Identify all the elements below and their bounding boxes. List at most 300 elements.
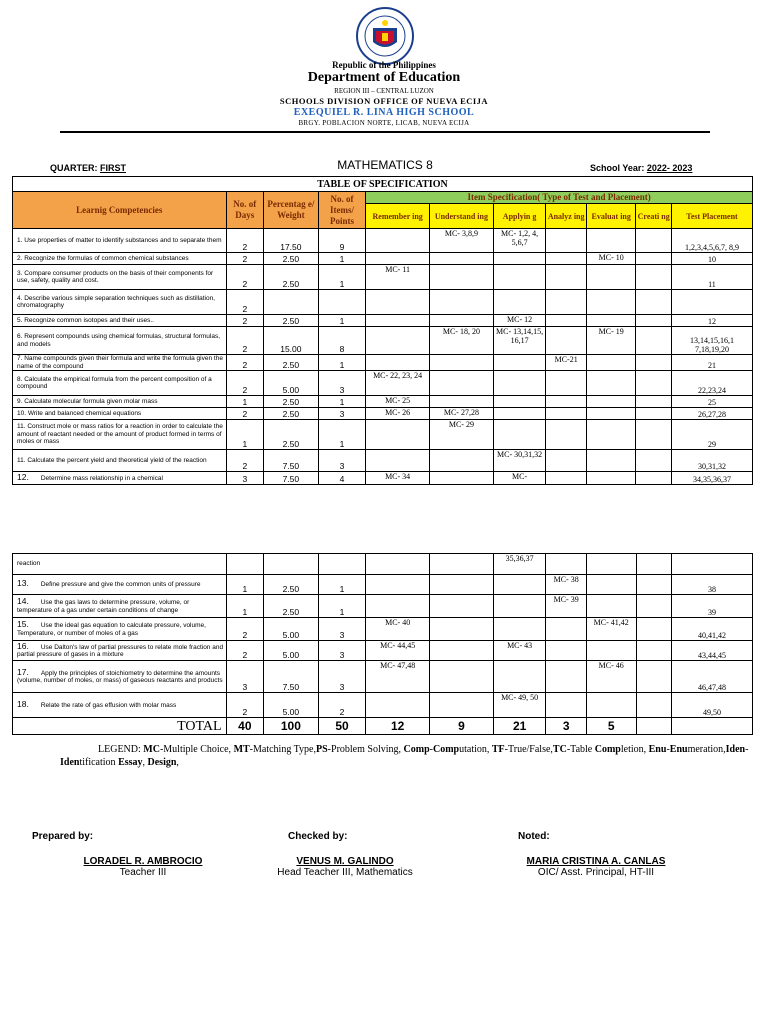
applying-cell <box>493 355 546 371</box>
percentage-cell: 2.50 <box>264 408 319 420</box>
total-understanding: 9 <box>430 718 494 735</box>
creating-cell <box>636 408 671 420</box>
applying-cell <box>493 420 546 450</box>
table-row <box>13 641 753 661</box>
percentage-cell: 5.00 <box>264 641 319 661</box>
placement-cell: 39 <box>671 595 752 618</box>
analyzing-cell <box>546 641 586 661</box>
analyzing-cell: MC-21 <box>546 355 586 371</box>
legend-term: Enu <box>669 744 688 755</box>
creating-cell <box>636 575 671 595</box>
items-cell: 3 <box>318 450 366 472</box>
table-body-part1 <box>13 229 753 485</box>
evaluating-cell <box>586 371 636 396</box>
items-cell: 9 <box>318 229 366 253</box>
evaluating-cell <box>586 229 636 253</box>
legend-term: Iden <box>725 744 746 755</box>
analyzing-cell <box>546 408 586 420</box>
understanding-cell <box>430 641 494 661</box>
competency-cell <box>13 554 227 575</box>
analyzing-cell: MC- 39 <box>546 595 586 618</box>
competency-cell <box>13 408 227 420</box>
header-analyzing: Analyz ing <box>546 204 586 229</box>
analyzing-cell: MC- 38 <box>546 575 586 595</box>
deped-seal-logo <box>355 6 415 66</box>
competency-text: reaction <box>17 560 41 568</box>
legend-term: MC <box>143 744 160 755</box>
items-cell: 4 <box>318 472 366 485</box>
competency-text: 1. Use properties of matter to identify substances and to separate them <box>17 236 222 244</box>
total-row <box>13 718 753 735</box>
items-cell: 3 <box>318 661 366 693</box>
evaluating-cell <box>586 554 636 575</box>
placement-cell: 49,50 <box>671 693 752 718</box>
creating-cell <box>636 618 671 641</box>
placement-cell: 38 <box>671 575 752 595</box>
table-row <box>13 693 753 718</box>
total-label: TOTAL <box>13 718 227 735</box>
remembering-cell: MC- 47,48 <box>366 661 430 693</box>
competency-cell <box>13 618 227 641</box>
items-cell: 1 <box>318 253 366 265</box>
days-cell: 2 <box>226 618 263 641</box>
understanding-cell <box>430 265 494 290</box>
evaluating-cell <box>586 450 636 472</box>
evaluating-cell: MC- 19 <box>586 327 636 355</box>
header-applying: Applyin g <box>493 204 546 229</box>
total-remembering: 12 <box>366 718 430 735</box>
table-title: TABLE OF SPECIFICATION <box>13 177 753 192</box>
republic-line: Republic of the Philippines <box>332 60 436 70</box>
signatory-title: OIC/ Asst. Principal, HT-III <box>537 867 655 878</box>
analyzing-cell <box>546 315 586 327</box>
competency-cell <box>13 229 227 253</box>
remembering-cell <box>366 290 430 315</box>
evaluating-cell <box>586 693 636 718</box>
understanding-cell <box>430 396 494 408</box>
percentage-cell: 7.50 <box>264 661 319 693</box>
applying-cell: MC- 49, 50 <box>493 693 546 718</box>
understanding-cell <box>430 253 494 265</box>
table-row <box>13 371 753 396</box>
days-cell: 1 <box>226 595 263 618</box>
evaluating-cell <box>586 396 636 408</box>
percentage-cell: 5.00 <box>264 618 319 641</box>
competency-text: Determine mass relationship in a chemical <box>40 474 163 482</box>
understanding-cell <box>430 554 494 575</box>
competency-text: 9. Calculate molecular formula given molar mass <box>17 397 158 405</box>
percentage-cell <box>264 290 319 315</box>
analyzing-cell <box>546 693 586 718</box>
division-line: SCHOOLS DIVISION OFFICE OF NUEVA ECIJA <box>279 96 489 106</box>
creating-cell <box>636 371 671 396</box>
placement-cell: 1,2,3,4,5,6,7, 8,9 <box>671 229 752 253</box>
competency-cell <box>13 472 227 485</box>
evaluating-cell <box>586 315 636 327</box>
creating-cell <box>636 355 671 371</box>
applying-cell: MC- 12 <box>493 315 546 327</box>
days-cell: 2 <box>226 290 263 315</box>
placement-cell: 11 <box>671 265 752 290</box>
applying-cell <box>493 661 546 693</box>
placement-cell: 13,14,15,16,1 7,18,19,20 <box>671 327 752 355</box>
understanding-cell <box>430 575 494 595</box>
creating-cell <box>636 229 671 253</box>
legend-term: MT <box>233 744 250 755</box>
percentage-cell: 5.00 <box>264 693 319 718</box>
creating-cell <box>636 472 671 485</box>
evaluating-cell: MC- 46 <box>586 661 636 693</box>
competency-cell <box>13 661 227 693</box>
signatory-label: Checked by: <box>288 831 348 842</box>
evaluating-cell <box>586 472 636 485</box>
remembering-cell <box>366 575 430 595</box>
header-days: No. of Days <box>226 192 263 229</box>
creating-cell <box>636 595 671 618</box>
signatory-label: Noted: <box>518 831 550 842</box>
evaluating-cell <box>586 641 636 661</box>
remembering-cell <box>366 253 430 265</box>
quarter-label: QUARTER: <box>50 163 100 173</box>
creating-cell <box>636 396 671 408</box>
percentage-cell: 5.00 <box>264 371 319 396</box>
table-row <box>13 450 753 472</box>
legend-term: Design <box>147 757 177 768</box>
header-items: No. of Items/ Points <box>318 192 366 229</box>
competency-text: Define pressure and give the common units of pressure <box>40 581 201 589</box>
signatory-noted <box>518 831 718 842</box>
percentage-cell: 2.50 <box>264 396 319 408</box>
items-cell <box>318 290 366 315</box>
placement-cell: 25 <box>671 396 752 408</box>
competency-cell <box>13 265 227 290</box>
total-items: 50 <box>318 718 366 735</box>
specification-table-part2 <box>12 553 753 735</box>
placement-cell: 12 <box>671 315 752 327</box>
understanding-cell <box>430 693 494 718</box>
items-cell: 8 <box>318 327 366 355</box>
placement-cell: 46,47,48 <box>671 661 752 693</box>
creating-cell <box>636 315 671 327</box>
analyzing-cell <box>546 290 586 315</box>
competency-text: 5. Recognize common isotopes and their uses.. <box>17 316 154 324</box>
school-name: EXEQUIEL R. LINA HIGH SCHOOL <box>293 107 475 118</box>
understanding-cell <box>430 371 494 396</box>
competency-cell <box>13 575 227 595</box>
signatory-prepared-name <box>58 856 228 878</box>
remembering-cell <box>366 595 430 618</box>
days-cell: 2 <box>226 408 263 420</box>
total-placement <box>671 718 752 735</box>
applying-cell <box>493 408 546 420</box>
legend-term: Comp <box>432 744 460 755</box>
analyzing-cell <box>546 450 586 472</box>
days-cell: 2 <box>226 693 263 718</box>
applying-cell <box>493 290 546 315</box>
percentage-cell: 7.50 <box>264 450 319 472</box>
placement-cell: 29 <box>671 420 752 450</box>
items-cell: 1 <box>318 315 366 327</box>
applying-cell: 35,36,37 <box>493 554 546 575</box>
analyzing-cell <box>546 396 586 408</box>
placement-cell: 21 <box>671 355 752 371</box>
header-evaluating: Evaluat ing <box>586 204 636 229</box>
competency-cell <box>13 355 227 371</box>
legend: LEGEND: MC-Multiple Choice, MT-Matching Type,PS-Problem Solving, Comp-Computation, TF-True/False,TC-Table Completion, Enu-Enumeration,Iden-Identification Essay, Design, <box>60 744 749 768</box>
quarter-line <box>50 163 126 173</box>
placement-cell <box>671 290 752 315</box>
understanding-cell: MC- 27,28 <box>430 408 494 420</box>
legend-term: Iden <box>60 757 80 768</box>
items-cell <box>318 554 366 575</box>
days-cell: 1 <box>226 420 263 450</box>
days-cell: 2 <box>226 315 263 327</box>
percentage-cell <box>264 554 319 575</box>
placement-cell: 10 <box>671 253 752 265</box>
creating-cell <box>636 554 671 575</box>
competency-cell <box>13 693 227 718</box>
quarter-value: FIRST <box>100 163 126 173</box>
competency-text: Use the ideal gas equation to calculate pressure, volume, Temperature, or number of moles of a gas <box>17 622 206 637</box>
days-cell: 2 <box>226 371 263 396</box>
placement-cell: 43,44,45 <box>671 641 752 661</box>
remembering-cell: MC- 40 <box>366 618 430 641</box>
competency-text: 7. Name compounds given their formula and write the formula given the name of the compound <box>17 355 223 370</box>
analyzing-cell <box>546 661 586 693</box>
table-row <box>13 315 753 327</box>
items-cell: 1 <box>318 575 366 595</box>
applying-cell: MC- 30,31,32 <box>493 450 546 472</box>
remembering-cell: MC- 11 <box>366 265 430 290</box>
signatory-checked-name <box>260 856 430 878</box>
department-title: Department of Education <box>307 70 461 85</box>
competency-text: 3. Compare consumer products on the basis of their components for use, safety, quality and cost. <box>17 269 214 284</box>
remembering-cell: MC- 25 <box>366 396 430 408</box>
table-row <box>13 661 753 693</box>
creating-cell <box>636 253 671 265</box>
understanding-cell <box>430 618 494 641</box>
placement-cell: 26,27,28 <box>671 408 752 420</box>
total-percentage: 100 <box>264 718 319 735</box>
table-row <box>13 472 753 485</box>
creating-cell <box>636 641 671 661</box>
total-evaluating: 5 <box>586 718 636 735</box>
percentage-cell: 7.50 <box>264 472 319 485</box>
remembering-cell: MC- 44,45 <box>366 641 430 661</box>
competency-number: 17. <box>17 666 29 677</box>
remembering-cell <box>366 229 430 253</box>
competency-cell <box>13 450 227 472</box>
placement-cell: 30,31,32 <box>671 450 752 472</box>
days-cell: 2 <box>226 327 263 355</box>
applying-cell: MC- 43 <box>493 641 546 661</box>
items-cell: 1 <box>318 265 366 290</box>
header-creating: Creati ng <box>636 204 671 229</box>
evaluating-cell <box>586 265 636 290</box>
competency-number: 12. <box>17 471 29 482</box>
header-remembering: Remember ing <box>366 204 430 229</box>
applying-cell <box>493 618 546 641</box>
evaluating-cell: MC- 41,42 <box>586 618 636 641</box>
subject-title: MATHEMATICS 8 <box>337 158 433 172</box>
percentage-cell: 2.50 <box>264 575 319 595</box>
school-year-value: 2022- 2023 <box>646 163 693 173</box>
signatory-name: LORADEL R. AMBROCIO <box>83 856 203 867</box>
signatory-name: MARIA CRISTINA A. CANLAS <box>526 856 666 867</box>
percentage-cell: 2.50 <box>264 420 319 450</box>
legend-term: Comp <box>403 744 430 755</box>
percentage-cell: 15.00 <box>264 327 319 355</box>
remembering-cell <box>366 355 430 371</box>
competency-text: 2. Recognize the formulas of common chemical substances <box>17 254 189 262</box>
items-cell: 1 <box>318 420 366 450</box>
signatory-title: Teacher III <box>119 867 167 878</box>
table-row <box>13 618 753 641</box>
percentage-cell: 2.50 <box>264 253 319 265</box>
evaluating-cell <box>586 420 636 450</box>
applying-cell <box>493 575 546 595</box>
analyzing-cell <box>546 618 586 641</box>
understanding-cell: MC- 18, 20 <box>430 327 494 355</box>
applying-cell <box>493 265 546 290</box>
applying-cell <box>493 253 546 265</box>
applying-cell <box>493 396 546 408</box>
total-applying: 21 <box>493 718 546 735</box>
competency-number: 18. <box>17 698 29 709</box>
signatory-title: Head Teacher III, Mathematics <box>277 867 413 878</box>
creating-cell <box>636 450 671 472</box>
placement-cell <box>671 554 752 575</box>
signatory-prepared <box>32 831 232 842</box>
evaluating-cell <box>586 595 636 618</box>
header-competencies: Learnig Competencies <box>13 192 227 229</box>
items-cell: 3 <box>318 408 366 420</box>
competency-text: 11. Construct mole or mass ratios for a reaction in order to calculate the amount of reactant needed or the amount of product formed in terms of moles or mass <box>17 423 223 446</box>
table-row <box>13 290 753 315</box>
evaluating-cell <box>586 408 636 420</box>
remembering-cell <box>366 693 430 718</box>
total-days: 40 <box>226 718 263 735</box>
days-cell: 2 <box>226 450 263 472</box>
analyzing-cell <box>546 554 586 575</box>
table-row <box>13 595 753 618</box>
understanding-cell <box>430 355 494 371</box>
days-cell: 2 <box>226 229 263 253</box>
percentage-cell: 2.50 <box>264 595 319 618</box>
signatory-noted-name <box>511 856 681 878</box>
items-cell: 1 <box>318 396 366 408</box>
creating-cell <box>636 661 671 693</box>
placement-cell: 40,41,42 <box>671 618 752 641</box>
competency-number: 13. <box>17 578 29 589</box>
letterhead-divider <box>60 131 710 133</box>
understanding-cell <box>430 661 494 693</box>
days-cell <box>226 554 263 575</box>
understanding-cell <box>430 472 494 485</box>
competency-text: 8. Calculate the empirical formula from the percent composition of a compound <box>17 375 212 390</box>
competency-text: 10. Write and balanced chemical equations <box>17 409 142 417</box>
competency-text: Relate the rate of gas effusion with molar mass <box>40 701 177 709</box>
remembering-cell: MC- 34 <box>366 472 430 485</box>
days-cell: 2 <box>226 265 263 290</box>
understanding-cell <box>430 450 494 472</box>
items-cell: 3 <box>318 641 366 661</box>
items-cell: 1 <box>318 355 366 371</box>
school-address: BRGY. POBLACION NORTE, LICAB, NUEVA ECIJA <box>298 119 470 127</box>
analyzing-cell <box>546 371 586 396</box>
applying-cell: MC- 1,2, 4, 5,6,7 <box>493 229 546 253</box>
placement-cell: 34,35,36,37 <box>671 472 752 485</box>
competency-text: 11. Calculate the percent yield and theoretical yield of the reaction <box>17 456 207 464</box>
days-cell: 3 <box>226 661 263 693</box>
days-cell: 1 <box>226 396 263 408</box>
signatory-label: Prepared by: <box>32 831 94 842</box>
table-row <box>13 265 753 290</box>
table-body-part2 <box>13 554 753 718</box>
legend-term: TC <box>552 744 567 755</box>
table-row <box>13 355 753 371</box>
table-row <box>13 229 753 253</box>
creating-cell <box>636 265 671 290</box>
days-cell: 2 <box>226 355 263 371</box>
legend-term: Enu <box>648 744 667 755</box>
signatory-checked <box>288 831 488 842</box>
evaluating-cell <box>586 575 636 595</box>
days-cell: 3 <box>226 472 263 485</box>
understanding-cell <box>430 595 494 618</box>
competency-number: 14. <box>17 596 29 606</box>
competency-text: Use Dalton's law of partial pressures to relate mole fraction and partial pressure of gases in a mixture <box>17 643 224 658</box>
competency-number: 15. <box>17 619 29 629</box>
total-creating <box>636 718 671 735</box>
remembering-cell <box>366 450 430 472</box>
competency-text: 4. Describe various simple separation techniques such as distillation, chromatography <box>17 294 215 309</box>
creating-cell <box>636 693 671 718</box>
remembering-cell <box>366 554 430 575</box>
competency-cell <box>13 420 227 450</box>
table-row <box>13 420 753 450</box>
analyzing-cell <box>546 265 586 290</box>
table-row <box>13 575 753 595</box>
understanding-cell <box>430 315 494 327</box>
competency-cell <box>13 327 227 355</box>
remembering-cell: MC- 22, 23, 24 <box>366 371 430 396</box>
table-row <box>13 253 753 265</box>
school-year-line <box>590 163 692 173</box>
analyzing-cell <box>546 420 586 450</box>
creating-cell <box>636 327 671 355</box>
legend-term: TF <box>491 744 505 755</box>
evaluating-cell <box>586 355 636 371</box>
analyzing-cell <box>546 472 586 485</box>
competency-cell <box>13 315 227 327</box>
competency-cell <box>13 253 227 265</box>
remembering-cell <box>366 327 430 355</box>
percentage-cell: 2.50 <box>264 315 319 327</box>
creating-cell <box>636 290 671 315</box>
understanding-cell <box>430 290 494 315</box>
header-understanding: Understand ing <box>430 204 494 229</box>
analyzing-cell <box>546 229 586 253</box>
days-cell: 1 <box>226 575 263 595</box>
percentage-cell: 2.50 <box>264 265 319 290</box>
region-line: REGION III – CENTRAL LUZON <box>334 87 434 95</box>
evaluating-cell <box>586 290 636 315</box>
understanding-cell: MC- 29 <box>430 420 494 450</box>
competency-cell <box>13 371 227 396</box>
table-row <box>13 408 753 420</box>
items-cell: 3 <box>318 371 366 396</box>
